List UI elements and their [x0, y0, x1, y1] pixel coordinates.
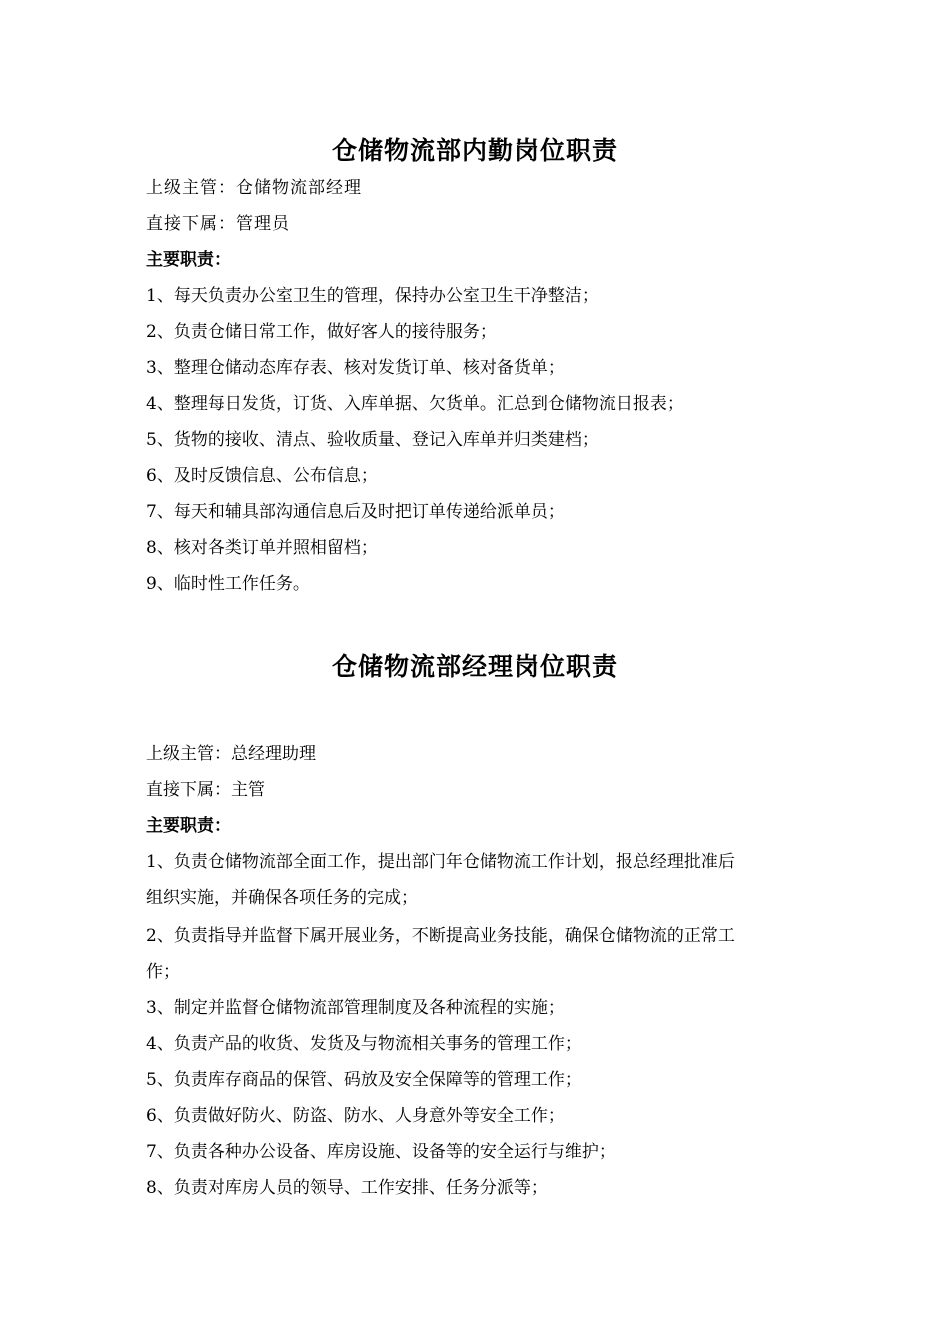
section2-duty-7: 7、负责各种办公设备、库房设施、设备等的安全运行与维护； — [146, 1142, 616, 1162]
section1-subordinate: 直接下属：管理员 — [146, 214, 290, 234]
section2-duty-8: 8、负责对库房人员的领导、工作安排、任务分派等； — [146, 1178, 548, 1198]
section2-supervisor: 上级主管：总经理助理 — [146, 744, 316, 764]
section1-duty-9: 9、临时性工作任务。 — [146, 574, 310, 594]
section2-title: 仓储物流部经理岗位职责 — [331, 652, 618, 681]
section1-duty-5: 5、货物的接收、清点、验收质量、登记入库单并归类建档； — [146, 430, 599, 450]
section1-duty-4: 4、整理每日发货，订货、入库单据、欠货单。汇总到仓储物流日报表； — [146, 394, 684, 414]
section1-duty-2: 2、负责仓储日常工作，做好客人的接待服务； — [146, 322, 497, 342]
section1-duties-heading: 主要职责： — [146, 250, 231, 270]
section1-duty-6: 6、及时反馈信息、公布信息； — [146, 466, 378, 486]
section2-duties-heading: 主要职责： — [146, 816, 231, 836]
section1-duty-3: 3、整理仓储动态库存表、核对发货订单、核对备货单； — [146, 358, 565, 378]
section2-duty-5: 5、负责库存商品的保管、码放及安全保障等的管理工作； — [146, 1070, 582, 1090]
section2-duty-6: 6、负责做好防火、防盗、防水、人身意外等安全工作； — [146, 1106, 565, 1126]
section1-title: 仓储物流部内勤岗位职责 — [331, 136, 618, 165]
section2-duty-4: 4、负责产品的收货、发货及与物流相关事务的管理工作； — [146, 1034, 582, 1054]
section1-supervisor: 上级主管：仓储物流部经理 — [146, 178, 362, 198]
section2-subordinate: 直接下属：主管 — [146, 780, 265, 800]
section2-duty-2-line-2: 作； — [146, 962, 180, 982]
section2-duty-1-line-2: 组织实施，并确保各项任务的完成； — [146, 888, 418, 908]
section1-duty-8: 8、核对各类订单并照相留档； — [146, 538, 378, 558]
section2-duty-3: 3、制定并监督仓储物流部管理制度及各种流程的实施； — [146, 998, 565, 1018]
section1-duty-1: 1、每天负责办公室卫生的管理，保持办公室卫生干净整洁； — [146, 286, 599, 306]
section1-duty-7: 7、每天和辅具部沟通信息后及时把订单传递给派单员； — [146, 502, 565, 522]
section2-duty-1-line-1: 1、负责仓储物流部全面工作，提出部门年仓储物流工作计划，报总经理批准后 — [146, 852, 735, 872]
section2-duty-2-line-1: 2、负责指导并监督下属开展业务，不断提高业务技能，确保仓储物流的正常工 — [146, 926, 735, 946]
